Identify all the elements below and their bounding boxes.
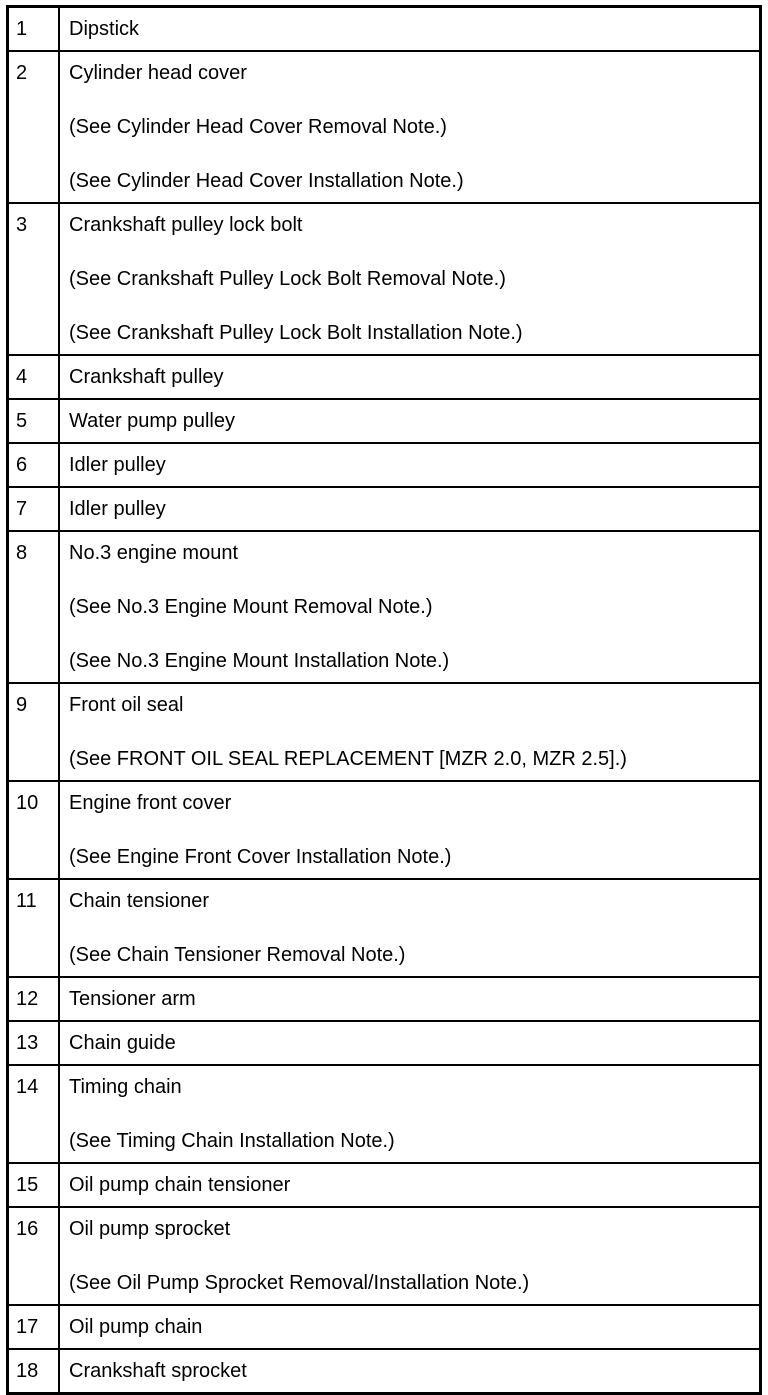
part-note: (See Crankshaft Pulley Lock Bolt Removal Note.) [69, 268, 506, 290]
row-description-cell [59, 203, 761, 355]
row-number-cell: 12 [8, 977, 60, 1021]
part-note: (See Engine Front Cover Installation Note.) [69, 846, 452, 868]
row-description-cell [59, 443, 761, 487]
part-note: (See Timing Chain Installation Note.) [69, 1130, 395, 1152]
table-row [8, 1349, 761, 1394]
part-note: (See Cylinder Head Cover Removal Note.) [69, 116, 447, 138]
table-row [8, 1163, 761, 1207]
part-name: Tensioner arm [69, 988, 196, 1010]
row-number-cell: 6 [8, 443, 60, 487]
row-description-cell [59, 355, 761, 399]
row-description-cell [59, 1065, 761, 1163]
row-number-cell: 4 [8, 355, 60, 399]
row-description-cell [59, 7, 761, 52]
part-name: Water pump pulley [69, 410, 235, 432]
table-row [8, 879, 761, 977]
part-name: Idler pulley [69, 454, 166, 476]
part-name: Chain tensioner [69, 890, 210, 912]
part-name: Front oil seal [69, 694, 184, 716]
row-number-cell: 18 [8, 1349, 60, 1394]
row-description-cell [59, 1021, 761, 1065]
row-number-cell: 10 [8, 781, 60, 879]
row-number-cell: 14 [8, 1065, 60, 1163]
part-name: Crankshaft sprocket [69, 1360, 247, 1382]
table-row [8, 1065, 761, 1163]
table-row [8, 355, 761, 399]
row-description-cell [59, 1349, 761, 1394]
row-number-cell: 17 [8, 1305, 60, 1349]
row-description-cell [59, 977, 761, 1021]
part-note: (See No.3 Engine Mount Installation Note.) [69, 650, 450, 672]
table-row [8, 7, 761, 52]
part-name: Crankshaft pulley [69, 366, 224, 388]
row-description-cell [59, 1163, 761, 1207]
table-row [8, 399, 761, 443]
part-name: Dipstick [69, 18, 140, 40]
table-row [8, 203, 761, 355]
part-name: No.3 engine mount [69, 542, 239, 564]
row-description-cell [59, 683, 761, 781]
table-row [8, 51, 761, 203]
table-row [8, 977, 761, 1021]
part-note: (See No.3 Engine Mount Removal Note.) [69, 596, 433, 618]
row-number-cell: 5 [8, 399, 60, 443]
part-name: Timing chain [69, 1076, 182, 1098]
row-number-cell: 9 [8, 683, 60, 781]
table-row [8, 443, 761, 487]
part-name: Idler pulley [69, 498, 166, 520]
part-name: Engine front cover [69, 792, 232, 814]
row-number-cell: 11 [8, 879, 60, 977]
row-number-cell: 7 [8, 487, 60, 531]
row-number-cell: 2 [8, 51, 60, 203]
row-description-cell [59, 399, 761, 443]
table-row [8, 781, 761, 879]
row-description-cell [59, 879, 761, 977]
row-number-cell: 1 [8, 7, 60, 52]
table-row [8, 1021, 761, 1065]
part-name: Cylinder head cover [69, 62, 247, 84]
row-number-cell: 16 [8, 1207, 60, 1305]
row-description-cell [59, 781, 761, 879]
row-description-cell [59, 487, 761, 531]
table-row [8, 531, 761, 683]
row-description-cell [59, 1305, 761, 1349]
row-number-cell: 15 [8, 1163, 60, 1207]
parts-table-body [8, 7, 761, 1394]
table-row [8, 1305, 761, 1349]
table-row [8, 683, 761, 781]
row-number-cell: 13 [8, 1021, 60, 1065]
part-note: (See Oil Pump Sprocket Removal/Installation Note.) [69, 1272, 530, 1294]
row-description-cell [59, 51, 761, 203]
table-row [8, 1207, 761, 1305]
part-note: (See Cylinder Head Cover Installation Note.) [69, 170, 464, 192]
row-number-cell: 3 [8, 203, 60, 355]
part-name: Crankshaft pulley lock bolt [69, 214, 303, 236]
part-name: Oil pump sprocket [69, 1218, 231, 1240]
row-number-cell: 8 [8, 531, 60, 683]
parts-list-table [6, 5, 762, 1395]
part-note: (See FRONT OIL SEAL REPLACEMENT [MZR 2.0, MZR 2.5].) [69, 748, 627, 770]
part-note: (See Crankshaft Pulley Lock Bolt Installation Note.) [69, 322, 523, 344]
row-description-cell [59, 1207, 761, 1305]
part-name: Chain guide [69, 1032, 176, 1054]
row-description-cell [59, 531, 761, 683]
part-note: (See Chain Tensioner Removal Note.) [69, 944, 406, 966]
part-name: Oil pump chain [69, 1316, 203, 1338]
table-row [8, 487, 761, 531]
part-name: Oil pump chain tensioner [69, 1174, 291, 1196]
